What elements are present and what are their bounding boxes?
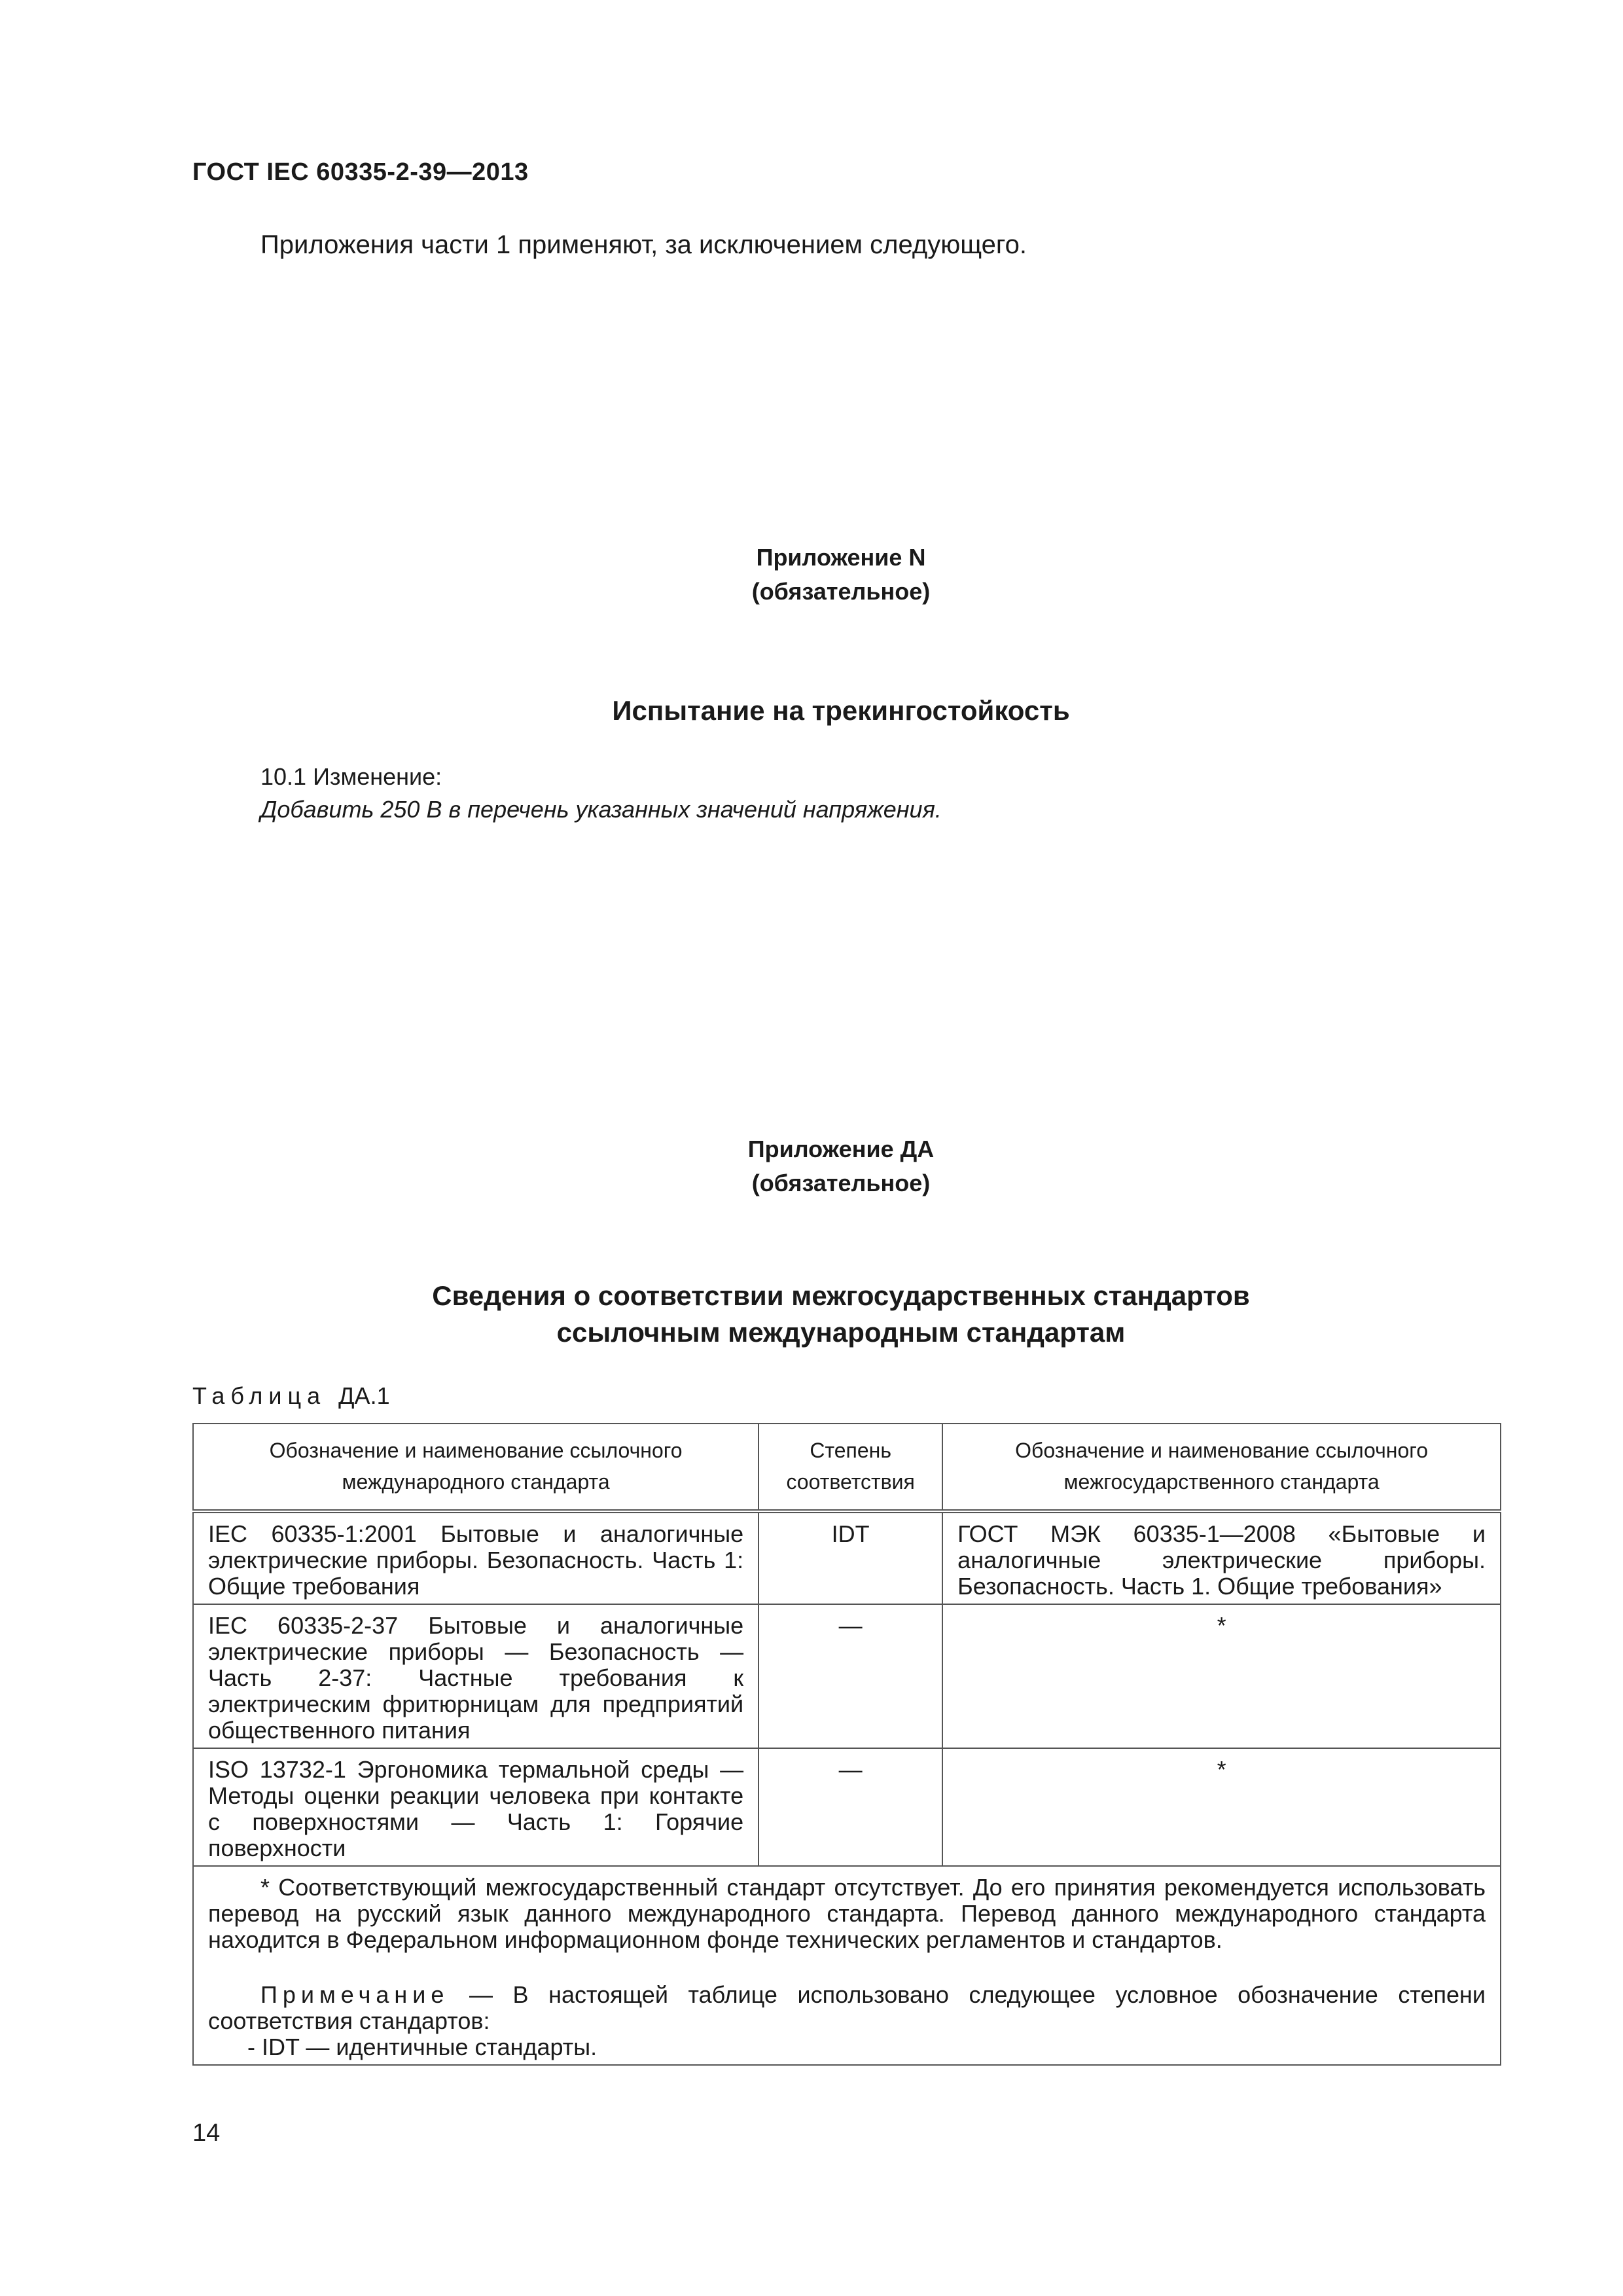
cell-degree: —	[758, 1748, 942, 1866]
clause-text: Добавить 250 В в перечень указанных значений напряжения.	[260, 796, 942, 823]
page-number: 14	[192, 2119, 221, 2147]
intro-paragraph: Приложения части 1 применяют, за исключением следующего.	[260, 230, 1027, 259]
table-note	[208, 1982, 1486, 2034]
table-header-row	[193, 1424, 1501, 1511]
table-footnote: * Соответствующий межгосударственный стандарт отсутствует. До его принятия рекомендуется использовать перевод на русский язык данного международного стандарта. Перевод данного международного стандарта находится в Федеральном информационном фонде технических регламентов и стандартов.	[208, 1874, 1486, 1953]
note-text: — В настоящей таблице использовано следующее условное обозначение степени соответствия стандартов:	[208, 1981, 1486, 2034]
correspondence-table	[192, 1423, 1501, 2066]
annex-da-label: Приложение ДА	[747, 1136, 935, 1162]
clause-heading: 10.1 Изменение:	[260, 763, 442, 790]
table-footer	[193, 1866, 1501, 2065]
annex-da-status: (обязательное)	[751, 1170, 931, 1196]
table-footer-row	[193, 1866, 1501, 2065]
table-caption-number: ДА.1	[338, 1382, 390, 1409]
cell-degree: —	[758, 1604, 942, 1748]
annex-da-title	[0, 1278, 1623, 1351]
annex-n-title: Испытание на трекингостойкость	[612, 695, 1070, 726]
document-id: ГОСТ IEC 60335-2-39—2013	[192, 158, 529, 186]
cell-interstate-standard: *	[942, 1604, 1501, 1748]
header-interstate-standard: Обозначение и наименование ссылочного межгосударственного стандарта	[942, 1424, 1501, 1511]
annex-n-label: Приложение N	[756, 544, 926, 571]
annex-da-title-line1: Сведения о соответствии межгосударственных стандартов	[432, 1280, 1250, 1311]
cell-interstate-standard: *	[942, 1748, 1501, 1866]
header-degree: Степень соответствия	[758, 1424, 942, 1511]
cell-degree: IDT	[758, 1511, 942, 1604]
table-caption-word: Таблица	[192, 1382, 327, 1409]
annex-n-clause	[260, 761, 942, 826]
table-row	[193, 1511, 1501, 1604]
cell-intl-standard: IEC 60335-1:2001 Бытовые и аналогичные электрические приборы. Безопасность. Часть 1: Общие требования	[193, 1511, 758, 1604]
header-intl-standard: Обозначение и наименование ссылочного международного стандарта	[193, 1424, 758, 1511]
cell-intl-standard: IEC 60335-2-37 Бытовые и аналогичные электрические приборы — Безопасность — Часть 2-37: Частные требования к электрическим фритюрницам для предприятий общественного питания	[193, 1604, 758, 1748]
annex-n-status: (обязательное)	[751, 578, 931, 605]
table-row	[193, 1748, 1501, 1866]
note-label: Примечание	[260, 1981, 450, 2008]
annex-da-heading	[0, 1132, 1623, 1200]
annex-da-title-line2: ссылочным международным стандартам	[556, 1317, 1126, 1348]
cell-interstate-standard: ГОСТ МЭК 60335-1—2008 «Бытовые и аналогичные электрические приборы. Безопасность. Часть 1. Общие требования»	[942, 1511, 1501, 1604]
table-row	[193, 1604, 1501, 1748]
table-caption	[192, 1382, 390, 1410]
note-list-item: - IDT — идентичные стандарты.	[247, 2034, 597, 2060]
annex-n-heading	[0, 541, 1623, 609]
cell-intl-standard: ISO 13732-1 Эргономика термальной среды — Методы оценки реакции человека при контакте с поверхностями — Часть 1: Горячие поверхности	[193, 1748, 758, 1866]
